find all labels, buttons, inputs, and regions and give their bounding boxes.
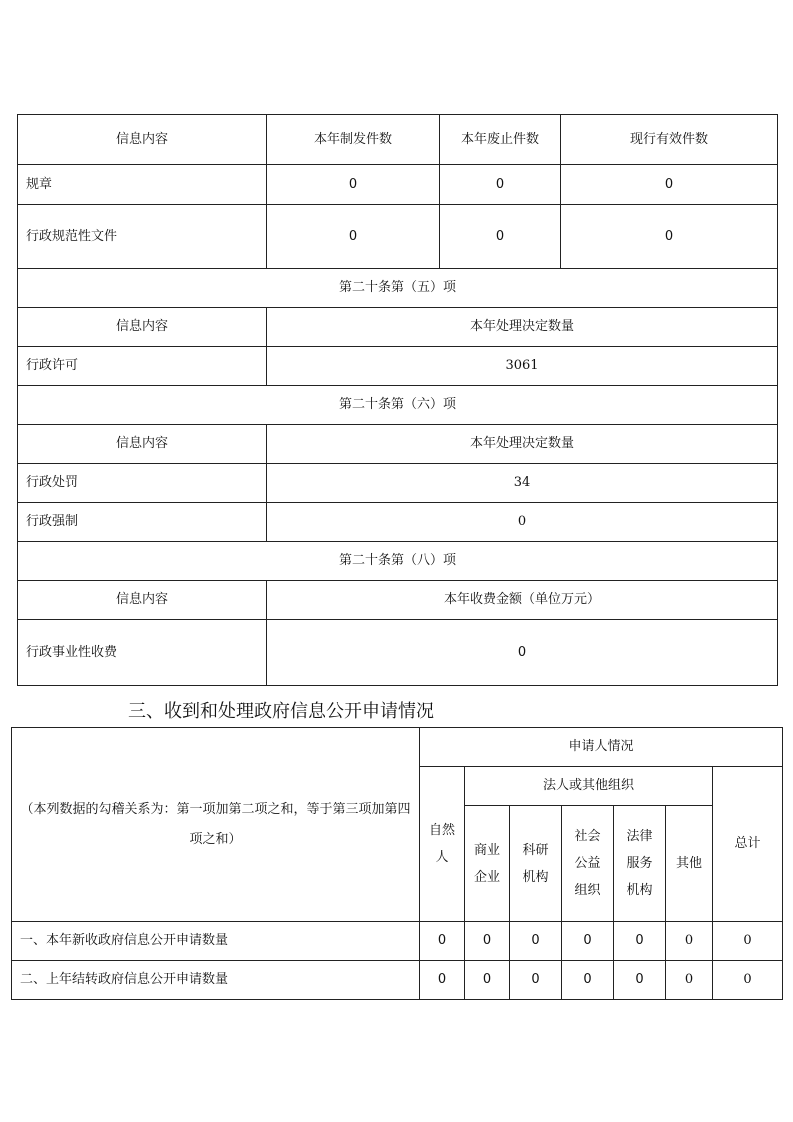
- cell-value: 0: [465, 922, 510, 961]
- table-row: [18, 464, 778, 503]
- total-header: 总计: [713, 767, 783, 922]
- section-title: 第二十条第（八）项: [18, 542, 778, 581]
- natural-person-header: 自然 人: [420, 767, 465, 922]
- cell-value: 0: [562, 922, 614, 961]
- cell-value: 0: [561, 165, 778, 205]
- cell-value: 0: [440, 165, 561, 205]
- table-row: [18, 620, 778, 686]
- row-label: 一、本年新收政府信息公开申请数量: [12, 922, 420, 961]
- cell-value: 0: [562, 961, 614, 1000]
- cell-value: 0: [713, 961, 783, 1000]
- table-row: [18, 503, 778, 542]
- section-title-row: [18, 386, 778, 425]
- header-repealed-count: 本年废止件数: [440, 115, 561, 165]
- table-row: [18, 205, 778, 269]
- section-title-row: [18, 542, 778, 581]
- cell-value: 0: [510, 922, 562, 961]
- section-title: 第二十条第（六）项: [18, 386, 778, 425]
- legal-person-header: 法人或其他组织: [465, 767, 713, 806]
- cell-value: 0: [666, 922, 713, 961]
- cell-value: 0: [267, 205, 440, 269]
- legal-service-org-header: 法律 服务 机构: [614, 806, 666, 922]
- table-row: [12, 961, 783, 1000]
- table-header-row: [18, 308, 778, 347]
- table-header-row: [18, 115, 778, 165]
- row-label: 行政规范性文件: [18, 205, 267, 269]
- relationship-note: （本列数据的勾稽关系为：第一项加第二项之和，等于第三项加第四项之和）: [12, 728, 420, 922]
- applicant-header: 申请人情况: [420, 728, 783, 767]
- header-info-content: 信息内容: [18, 425, 267, 464]
- row-label: 规章: [18, 165, 267, 205]
- row-label: 行政强制: [18, 503, 267, 542]
- cell-value: 0: [267, 165, 440, 205]
- disclosure-table: [17, 114, 778, 686]
- header-issued-count: 本年制发件数: [267, 115, 440, 165]
- cell-value: 0: [267, 620, 778, 686]
- table-header-row: [18, 581, 778, 620]
- cell-value: 0: [561, 205, 778, 269]
- cell-value: 0: [713, 922, 783, 961]
- table-header-row: [18, 425, 778, 464]
- row-label: 行政许可: [18, 347, 267, 386]
- table-row: [18, 347, 778, 386]
- header-info-content: 信息内容: [18, 308, 267, 347]
- cell-value: 0: [420, 922, 465, 961]
- applications-table: [11, 727, 783, 1000]
- cell-value: 0: [510, 961, 562, 1000]
- section-heading: 三、收到和处理政府信息公开申请情况: [128, 701, 434, 722]
- other-header: 其他: [666, 806, 713, 922]
- cell-value: 3061: [267, 347, 778, 386]
- cell-value: 0: [465, 961, 510, 1000]
- cell-value: 0: [440, 205, 561, 269]
- cell-value: 0: [420, 961, 465, 1000]
- header-decision-count: 本年处理决定数量: [267, 308, 778, 347]
- research-institution-header: 科研 机构: [510, 806, 562, 922]
- cell-value: 0: [614, 961, 666, 1000]
- cell-value: 34: [267, 464, 778, 503]
- commercial-enterprise-header: 商业 企业: [465, 806, 510, 922]
- header-valid-count: 现行有效件数: [561, 115, 778, 165]
- table-header-row: [12, 728, 783, 767]
- section-title: 第二十条第（五）项: [18, 269, 778, 308]
- header-fee-amount: 本年收费金额（单位万元）: [267, 581, 778, 620]
- cell-value: 0: [267, 503, 778, 542]
- row-label: 二、上年结转政府信息公开申请数量: [12, 961, 420, 1000]
- table-row: [12, 922, 783, 961]
- header-info-content: 信息内容: [18, 581, 267, 620]
- cell-value: 0: [666, 961, 713, 1000]
- section-title-row: [18, 269, 778, 308]
- header-decision-count: 本年处理决定数量: [267, 425, 778, 464]
- public-welfare-org-header: 社会 公益 组织: [562, 806, 614, 922]
- header-info-content: 信息内容: [18, 115, 267, 165]
- cell-value: 0: [614, 922, 666, 961]
- row-label: 行政事业性收费: [18, 620, 267, 686]
- table-row: [18, 165, 778, 205]
- row-label: 行政处罚: [18, 464, 267, 503]
